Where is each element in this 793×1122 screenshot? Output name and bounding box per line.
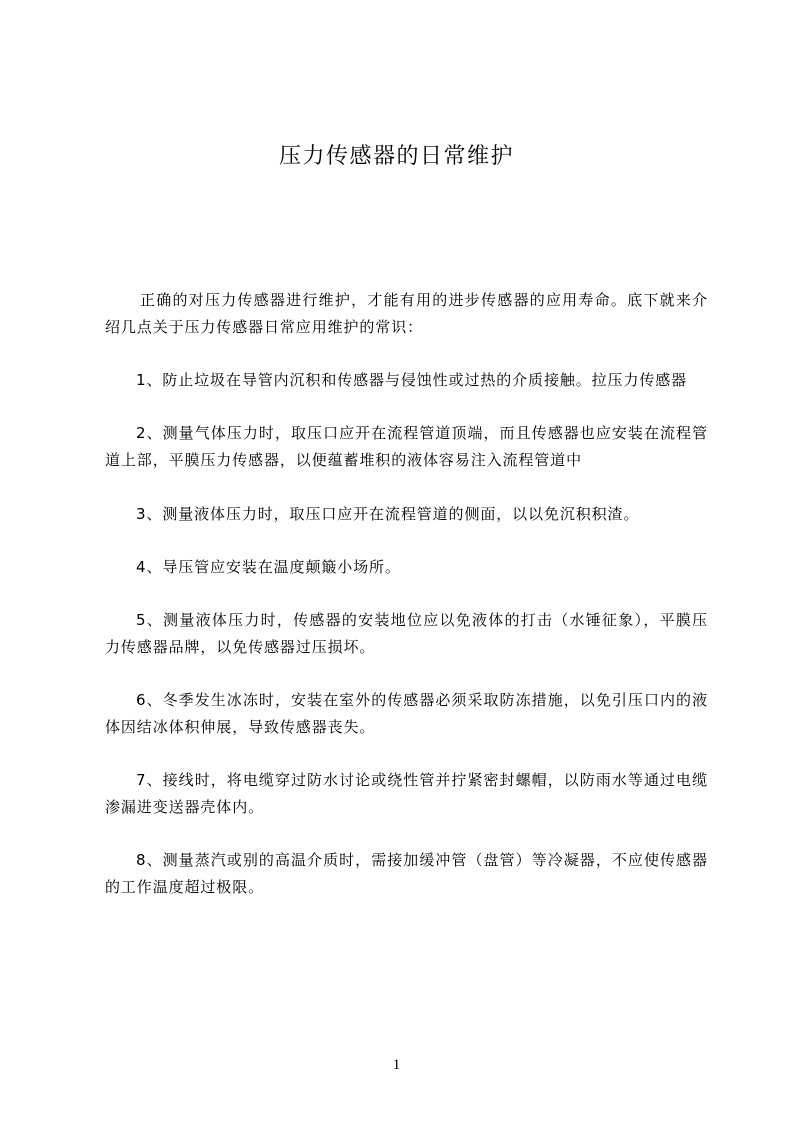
text-line: 5、测量液体压力时，传感器的安装地位应以免液体的打击（水锤征象），平膜压 — [136, 611, 708, 630]
paragraph-item-5 — [105, 607, 708, 660]
paragraph-item-4 — [105, 554, 708, 581]
paragraph-item-2 — [105, 420, 708, 473]
paragraph-item-3 — [105, 501, 708, 528]
page-title: 压力传感器的日常维护 — [278, 144, 514, 169]
text-line: 道上部，平膜压力传感器，以便蕴蓄堆积的液体容易注入流程管道中 — [105, 451, 583, 470]
text-line: 正确的对压力传感器进行维护，才能有用的进步传感器的应用寿命。底下就来介 — [140, 291, 708, 309]
text-line: 力传感器品牌，以免传感器过压损坏。 — [105, 637, 376, 656]
text-line: 1、防止垃圾在导管内沉积和传感器与侵蚀性或过热的介质接触。拉压力传感器 — [136, 371, 688, 390]
text-line: 绍几点关于压力传感器日常应用维护的常识： — [105, 317, 424, 336]
text-line: 渗漏进变送器壳体内。 — [105, 798, 265, 817]
paragraph-item-8 — [105, 847, 708, 900]
page-number: 1 — [392, 1057, 401, 1073]
document-body — [105, 287, 708, 928]
text-line: 体因结冰体积伸展，导致传感器丧失。 — [105, 718, 376, 736]
text-line: 7、接线时，将电缆穿过防水讨论或绕性管并拧紧密封螺帽，以防雨水等通过电缆 — [136, 771, 708, 790]
paragraph-item-6 — [105, 687, 708, 740]
paragraph-intro — [105, 287, 708, 340]
text-line: 2、测量气体压力时，取压口应开在流程管道顶端，而且传感器也应安装在流程管 — [136, 424, 708, 443]
paragraph-item-7 — [105, 767, 708, 820]
text-line: 6、冬季发生冰冻时，安装在室外的传感器必须采取防冻措施，以免引压口内的液 — [136, 691, 708, 710]
text-line: 8、测量蒸汽或别的高温介质时，需接加缓冲管（盘管）等冷凝器，不应使传感器 — [136, 851, 708, 870]
text-line: 3、测量液体压力时，取压口应开在流程管道的侧面，以以免沉积积渣。 — [136, 504, 640, 523]
paragraph-item-1 — [105, 367, 708, 394]
text-line: 的工作温度超过极限。 — [105, 878, 265, 897]
text-line: 4、导压管应安装在温度颠簸小场所。 — [136, 557, 401, 576]
